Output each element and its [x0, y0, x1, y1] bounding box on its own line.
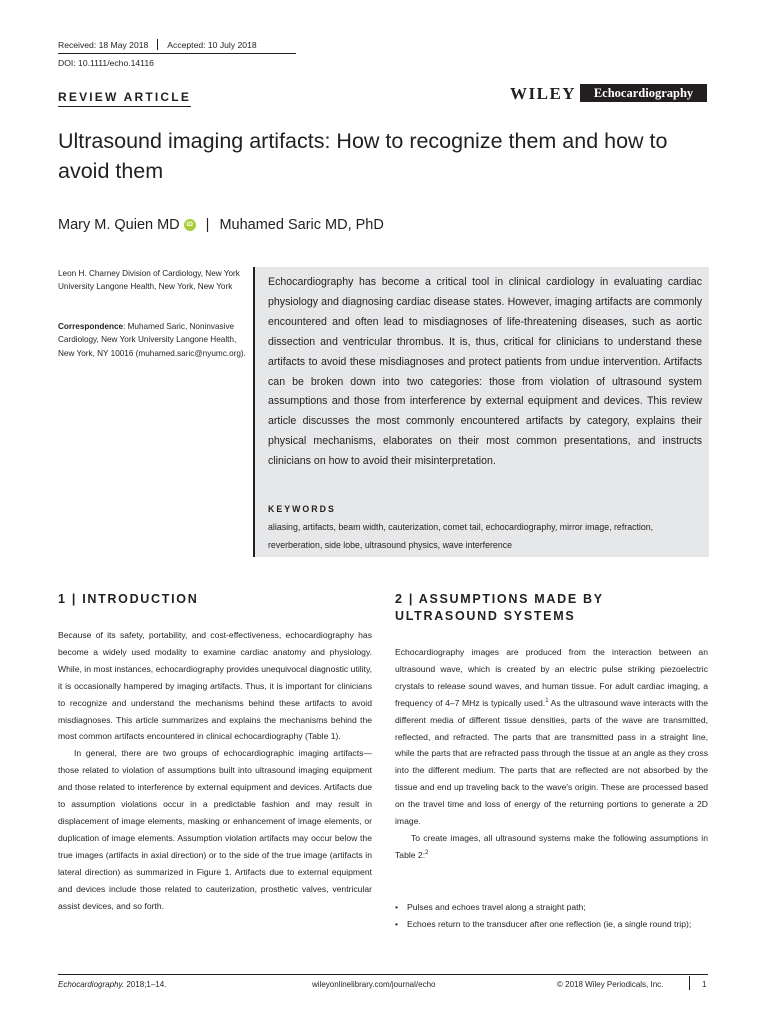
section-1-body — [58, 627, 372, 914]
article-dates — [58, 39, 257, 50]
section-2-paragraph-1 — [395, 644, 708, 830]
abstract-box — [253, 267, 709, 557]
date-divider — [157, 39, 158, 50]
page-number: 1 — [702, 980, 707, 989]
author-quien: Mary M. Quien MD — [58, 217, 180, 233]
author-saric: Muhamed Saric MD, PhD — [219, 217, 384, 233]
publisher-logo: WILEY — [510, 84, 577, 103]
section-1-heading: 1 | INTRODUCTION — [58, 592, 199, 606]
section-2-heading-line-1: 2 | ASSUMPTIONS MADE BY — [395, 592, 604, 606]
reference-1-link[interactable]: 1 — [545, 697, 549, 704]
affiliation: Leon H. Charney Division of Cardiology, New York University Langone Health, New York, New York — [58, 269, 240, 292]
section-2-body — [395, 644, 708, 864]
assumptions-list — [395, 899, 708, 933]
reference-2-link[interactable]: 2 — [425, 850, 429, 857]
list-item: • Echoes return to the transducer after one reflection (ie, a single round trip); — [395, 916, 708, 933]
author-separator: | — [205, 217, 210, 233]
accepted-date: Accepted: 10 July 2018 — [167, 39, 257, 50]
footer-copyright: © 2018 Wiley Periodicals, Inc. — [557, 980, 664, 989]
correspondence-label: Correspondence — [58, 322, 124, 331]
footer-url[interactable]: wileyonlinelibrary.com/journal/echo — [312, 980, 436, 989]
section-2-p2-text: To create images, all ultrasound systems make the following assumptions in Table 2: — [395, 832, 708, 860]
footer-year-pages: 2018;1–14. — [124, 980, 167, 989]
list-item: • Pulses and echoes travel along a straight path; — [395, 899, 708, 916]
doi: DOI: 10.1111/echo.14116 — [58, 58, 154, 68]
article-title: Ultrasound imaging artifacts: How to recognize them and how to avoid them — [58, 129, 668, 183]
section-1-paragraph-1: Because of its safety, portability, and cost-effectiveness, echocardiography has become a widely used modality to examine cardiac anatomy and physiology. While, in most instances, echocardiography provides unequivocal diagnostic utility, it is occasionally hampered by imaging artifacts. Thus, it is important for clinicians to recognize and understand the mechanisms behind these artifacts to avoid misdiagnoses. This article summarizes and explains the mechanisms behind the most common artifacts encountered in clinical echocardiography (Table 1). — [58, 630, 372, 742]
section-2-paragraph-2 — [395, 830, 708, 864]
keywords-heading: KEYWORDS — [268, 504, 336, 514]
correspondence — [58, 320, 248, 360]
footer-divider — [689, 976, 690, 990]
section-2-heading-line-2: ULTRASOUND SYSTEMS — [395, 609, 576, 623]
abstract-text: Echocardiography has become a critical tool in clinical cardiology in evaluating cardiac physiology and diagnosing cardiac disease states. However, imaging artifacts are commonly encountered and often lead to misdiagnoses of life-threatening diseases, such as aortic dissection and ventricular thrombus. It is, thus, critical for clinicians to understand these artifacts to avoid these misdiagnoses and protect patients from undue intervention. Artifacts can be broken down into two categories: those from violation of ultrasound system assumptions and those from interference by external equipment and devices. This review article discusses the most commonly encountered artifacts by category, explains their physical mechanisms, elaborates on their most common presentations, and instructs clinicians on how to avoid their misinterpretation. — [268, 276, 702, 468]
correspondence-text: : Muhamed Saric, Noninvasive Cardiology, New York University Langone Health, New York, NY 10016 (muhamed.saric@nyumc.org). — [58, 322, 246, 358]
section-2-p1-part-b: As the ultrasound wave interacts with the different media of different tissue densities, parts of the wave are transmitted, reflected, and refracted. The parts that are transmitted pass in a straight line, while the parts that are refracted pass through the tissue at an angle as they cross into the different medium. The parts that are reflected are not absorbed by the tissue and end up traveling back to the wave's origin. These are processed based on the travel time and loss of energy of the returning portions to generate a 2D image. — [395, 697, 708, 827]
footer-rule — [58, 974, 708, 975]
section-1-paragraph-2: In general, there are two groups of echocardiographic imaging artifacts—those related to violation of assumptions built into ultrasound imaging equipment and those related to interference by external equipment and devices. Artifacts due to assumption violations occur in a predictable fashion and may result in displacement of image elements, masking or enhancement of image elements, or duplication of image elements. Assumption violation artifacts may occur below the true images (artifacts in axial direction) or to the side of the true image (artifacts in lateral direction) as summarized in Figure 1. Artifacts due to external equipment and devices include those related to cauterization, prosthetic valves, ventricular assist devices, and so forth. — [58, 748, 372, 911]
article-type: REVIEW ARTICLE — [58, 90, 191, 107]
footer-citation — [58, 980, 166, 989]
keywords-list: aliasing, artifacts, beam width, cauterization, comet tail, echocardiography, mirror image, refraction, reverberation, side lobe, ultrasound physics, wave interference — [268, 522, 654, 550]
section-2-p1-part-a: Echocardiography images are produced from the interaction between an ultrasound wave, which is created by an electric pulse striking piezoelectric crystals to release sound waves, and human tissue. For adult cardiac imaging, a frequency of 4–7 MHz is typically used. — [395, 647, 708, 708]
orcid-icon[interactable]: iD — [184, 219, 196, 231]
journal-logo: Echocardiography — [580, 84, 707, 102]
received-date: Received: 18 May 2018 — [58, 39, 149, 50]
author-list — [58, 217, 384, 233]
section-2-heading — [395, 591, 708, 625]
footer-journal: Echocardiography. — [58, 980, 125, 989]
header-rule — [58, 53, 296, 54]
